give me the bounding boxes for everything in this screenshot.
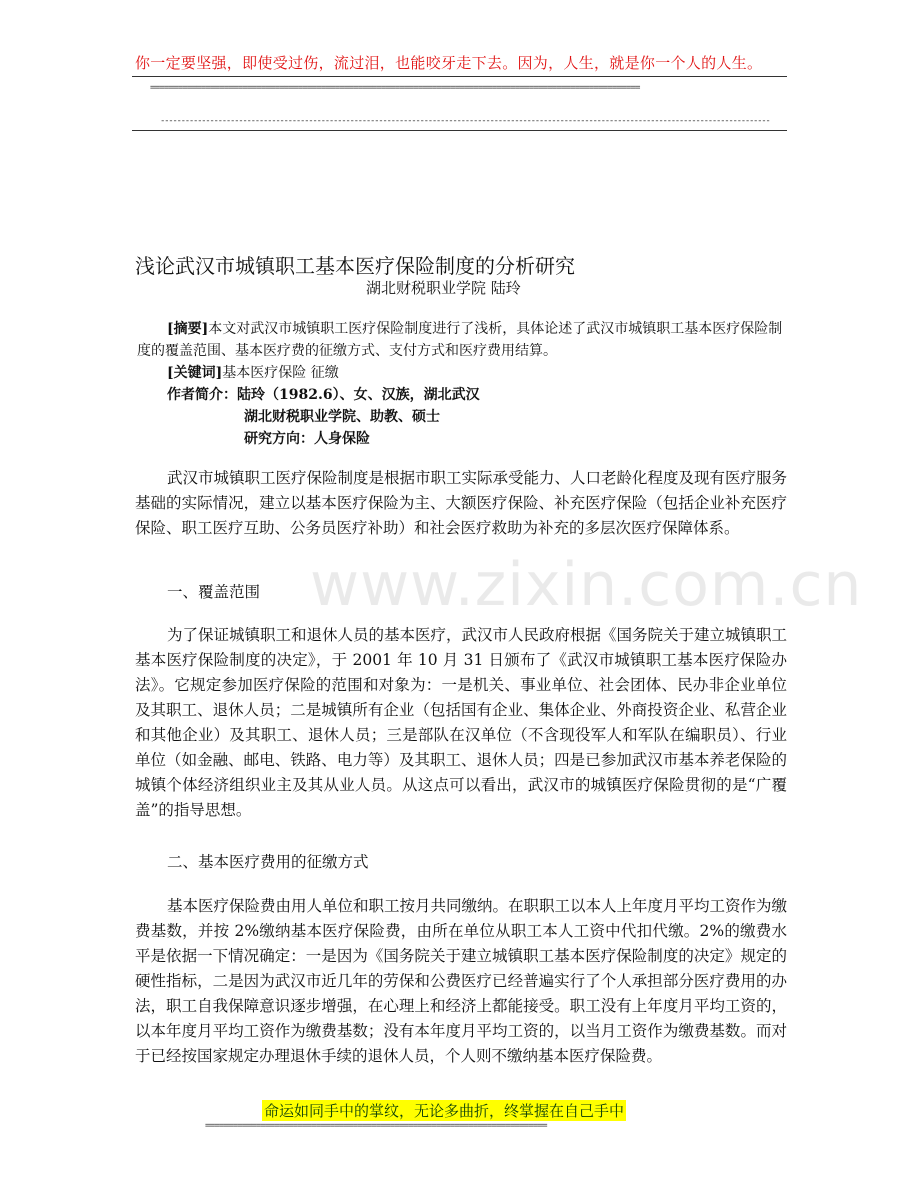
author-intro-line2: 湖北财税职业学院、助教、硕士 — [244, 409, 440, 425]
abstract-text: 本文对武汉市城镇职工医疗保险制度进行了浅析，具体论述了武汉市城镇职工基本医疗保险制度的覆盖范围、基本医疗费的征缴方式、支付方式和医疗费用结算。 — [137, 321, 783, 359]
keywords-label: [关键词] — [167, 365, 223, 381]
author-intro-label: 作者简介： — [167, 387, 237, 403]
author-intro — [167, 384, 480, 406]
section2-paragraph: 基本医疗保险费由用人单位和职工按月共同缴纳。在职职工以本人上年度月平均工资作为缴费基数，并按 2%缴纳基本医疗保险费，由所在单位从职工本人工资中代扣代缴。2%的缴费水平是依据一下情况确定：一是因为《国务院关于建立城镇职工基本医疗保险制度的决定》规定的硬性指标，二是因为武汉市近几年的劳保和公费医疗已经普遍实行了个人承担部分医疗费用的办法，职工自我保障意识逐步增强，在心理上和经济上都能接受。职工没有上年度月平均工资的，以本年度月平均工资作为缴费基数；没有本年度月平均工资的，以当月工资作为缴费基数。而对于已经按国家规定办理退休手续的退休人员，个人则不缴纳基本医疗保险费。 — [135, 897, 788, 1065]
footer-quote: 命运如同手中的掌纹，无论多曲折，终掌握在自己手中 — [264, 1102, 625, 1120]
author-intro-line3: 研究方向：人身保险 — [244, 431, 370, 447]
section1-heading: 一、覆盖范围 — [167, 583, 261, 601]
keywords — [167, 362, 339, 384]
header-dashes-line: ---------------------------------------------------------------------------------------------------------------------------------------------------- — [160, 116, 770, 126]
section1-paragraph: 为了保证城镇职工和退休人员的基本医疗，武汉市人民政府根据《国务院关于建立城镇职工基本医疗保险制度的决定》，于 2001 年 10 月 31 日颁布了《武汉市城镇职工基本医疗保险办法》。它规定参加医疗保险的范围和对象为：一是机关、事业单位、社会团体、民办非企业单位及其职工、退休人员；二是城镇所有企业（包括国有企业、集体企业、外商投资企业、私营企业和其他企业）及其职工、退休人员；三是部队在汉单位（不含现役军人和军队在编职员）、行业单位（如金融、邮电、铁路、电力等）及其职工、退休人员；四是已参加武汉市基本养老保险的城镇个体经济组织业主及其从业人员。从这点可以看出，武汉市的城镇医疗保险贯彻的是“广覆盖”的指导思想。 — [135, 626, 788, 819]
watermark: www.zixin.com.cn — [310, 550, 863, 620]
footer-equals-line: ========================================================================== — [205, 1121, 547, 1131]
article-title: 浅论武汉市城镇职工基本医疗保险制度的分析研究 — [135, 254, 575, 278]
header-bottom-rule — [132, 130, 787, 131]
affiliation-author: 湖北财税职业学院 陆玲 — [366, 279, 521, 297]
abstract — [137, 318, 787, 362]
keywords-text: 基本医疗保险 征缴 — [222, 365, 339, 381]
author-intro-line1: 陆玲（1982.6）、女、汉族，湖北武汉 — [237, 387, 480, 403]
abstract-label: [摘要] — [167, 321, 209, 337]
header-top-rule — [132, 76, 787, 77]
header-quote: 你一定要坚强，即使受过伤，流过泪，也能咬牙走下去。因为，人生，就是你一个人的人生。 — [135, 54, 763, 72]
section2-heading: 二、基本医疗费用的征缴方式 — [167, 853, 369, 871]
header-equals-line: ========================================================================================================== — [150, 83, 640, 93]
intro-paragraph: 武汉市城镇职工医疗保险制度是根据市职工实际承受能力、人口老龄化程度及现有医疗服务基础的实际情况，建立以基本医疗保险为主、大额医疗保险、补充医疗保险（包括企业补充医疗保险、职工医疗互助、公务员医疗补助）和社会医疗救助为补充的多层次医疗保障体系。 — [135, 469, 788, 537]
